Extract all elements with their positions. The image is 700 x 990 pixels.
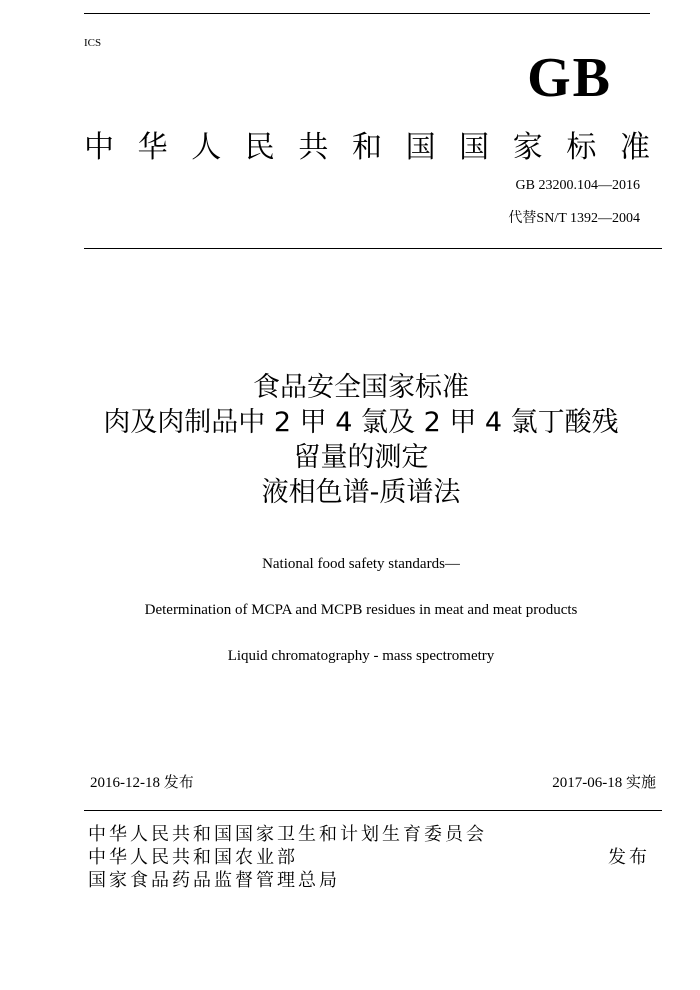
title-line: 食品安全国家标准 bbox=[253, 372, 469, 403]
title-line: 液相色谱-质谱法 bbox=[261, 477, 461, 508]
heading-char: 国 bbox=[459, 130, 490, 165]
title-line: 肉及肉制品中 2 甲 4 氯及 2 甲 4 氯丁酸残 bbox=[103, 407, 619, 438]
standard-number: GB 23200.104—2016 bbox=[515, 178, 640, 193]
issuer-cfda: 国家食品药品监督管理总局 bbox=[88, 870, 340, 891]
heading-char: 家 bbox=[512, 130, 543, 165]
gb-logo: GB bbox=[527, 47, 612, 109]
heading-char: 标 bbox=[566, 130, 597, 165]
top-rule bbox=[84, 13, 650, 14]
heading-char: 共 bbox=[298, 130, 329, 165]
footer-rule bbox=[84, 810, 662, 811]
heading-char: 准 bbox=[619, 130, 650, 165]
national-standard-heading bbox=[84, 128, 650, 168]
issue-date: 2016-12-18 发布 bbox=[90, 775, 194, 791]
heading-char: 国 bbox=[405, 130, 436, 165]
publish-label: 发布 bbox=[608, 847, 650, 868]
heading-char: 中 bbox=[84, 130, 114, 165]
ics-label: ICS bbox=[84, 37, 102, 49]
heading-char: 华 bbox=[137, 130, 168, 165]
heading-char: 人 bbox=[191, 130, 222, 165]
replaces-standard: 代替SN/T 1392—2004 bbox=[508, 211, 640, 226]
heading-char: 民 bbox=[244, 130, 275, 165]
header-rule bbox=[84, 248, 662, 249]
english-title-line-2: Determination of MCPA and MCPB residues in meat and meat products bbox=[144, 602, 578, 618]
english-title-line-1: National food safety standards— bbox=[262, 556, 460, 572]
heading-char: 和 bbox=[351, 130, 382, 165]
issuer-ministry-agriculture: 中华人民共和国农业部 bbox=[88, 847, 298, 868]
implementation-date: 2017-06-18 实施 bbox=[552, 775, 656, 791]
issuer-nhfpc: 中华人民共和国国家卫生和计划生育委员会 bbox=[88, 824, 487, 845]
english-title-line-3: Liquid chromatography - mass spectrometry bbox=[227, 648, 495, 664]
title-line: 留量的测定 bbox=[293, 442, 429, 473]
chinese-title bbox=[0, 370, 700, 510]
